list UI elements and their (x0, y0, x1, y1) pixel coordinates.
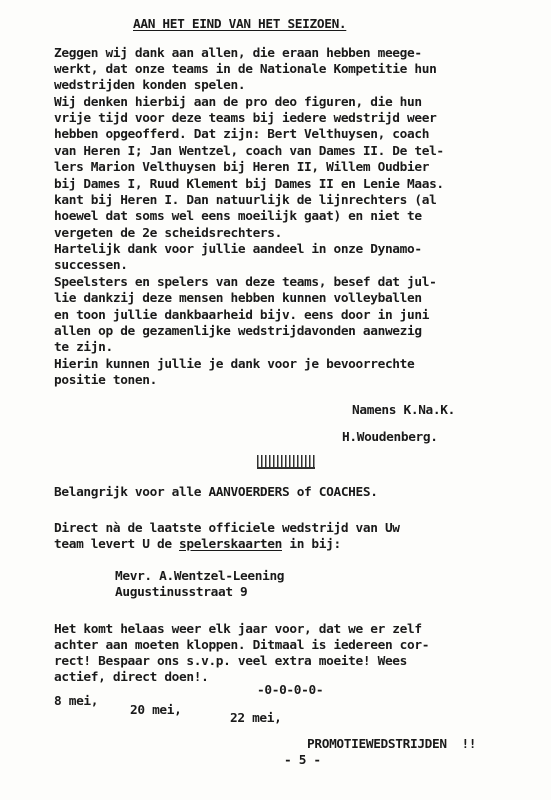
body-line: Wij denken hierbij aan de pro deo figuren, die hun (54, 95, 422, 110)
body-line: hoewel dat soms wel eens moeilijk gaat) en niet te (54, 209, 422, 224)
body-line: Hartelijk dank voor jullie aandeel in onze Dynamo- (54, 242, 422, 257)
date-item: 8 mei, (54, 694, 99, 709)
body-line: allen op de gezamenlijke wedstrijdavonden aanwezig (54, 324, 422, 339)
date-item: 22 mei, (230, 711, 282, 726)
notice-heading: Belangrijk voor alle AANVOERDERS of COACHES. (54, 485, 378, 500)
reminder-line: actief, direct doen!. (54, 670, 209, 685)
page-number: - 5 - (284, 753, 321, 768)
body-line: vergeten de 2e scheidsrechters. (54, 226, 282, 241)
notice-line-text: in bij: (282, 537, 341, 552)
signature-organization: Namens K.Na.K. (352, 403, 455, 418)
body-line: hebben opgeofferd. Dat zijn: Bert Velthuysen, coach (54, 127, 430, 142)
notice-line: Direct nà de laatste officiele wedstrijd van Uw (54, 521, 400, 536)
body-line: Zeggen wij dank aan allen, die eraan hebben meege- (54, 46, 422, 61)
body-line: te zijn. (54, 340, 113, 355)
reminder-line: rect! Bespaar ons s.v.p. veel extra moeite! Wees (54, 654, 408, 669)
body-line: kant bij Heren I. Dan natuurlijk de lijnrechters (al (54, 193, 437, 208)
body-line: Speelsters en spelers van deze teams, besef dat jul- (54, 275, 437, 290)
reminder-line: Het komt helaas weer elk jaar voor, dat we er zelf (54, 622, 422, 637)
section-separator: -0-0-0-0- (257, 683, 324, 698)
body-line: successen. (54, 258, 128, 273)
body-line: positie tonen. (54, 373, 157, 388)
date-item: 20 mei, (130, 703, 182, 718)
body-line: van Heren I; Jan Wentzel, coach van Dames II. De tel- (54, 144, 444, 159)
body-line: vrije tijd voor deze teams bij iedere wedstrijd weer (54, 111, 437, 126)
body-line: wedstrijden konden spelen. (54, 78, 246, 93)
signature-name: H.Woudenberg. (342, 430, 438, 445)
hatch-separator (257, 455, 315, 469)
address-street: Augustinusstraat 9 (115, 585, 248, 600)
body-line: Hierin kunnen jullie je dank voor je bevoorrechte (54, 357, 415, 372)
reminder-line: achter aan moeten kloppen. Ditmaal is iedereen cor- (54, 638, 430, 653)
body-line: werkt, dat onze teams in de Nationale Kompetitie hun (54, 62, 437, 77)
address-name: Mevr. A.Wentzel-Leening (115, 569, 285, 584)
page-title: AAN HET EIND VAN HET SEIZOEN. (133, 17, 347, 32)
body-line: bij Dames I, Ruud Klement bij Dames II en Lenie Maas. (54, 177, 444, 192)
spelerskaarten-emphasis: spelerskaarten (179, 537, 282, 552)
notice-line (54, 537, 341, 553)
body-line: lie dankzij deze mensen hebben kunnen volleyballen (54, 291, 422, 306)
promotion-heading: PROMOTIEWEDSTRIJDEN !! (307, 737, 477, 752)
body-line: lers Marion Velthuysen bij Heren II, Willem Oudbier (54, 160, 430, 175)
body-line: en toon jullie dankbaarheid bijv. eens door in juni (54, 308, 430, 323)
notice-line-text: team levert U de (54, 537, 180, 552)
